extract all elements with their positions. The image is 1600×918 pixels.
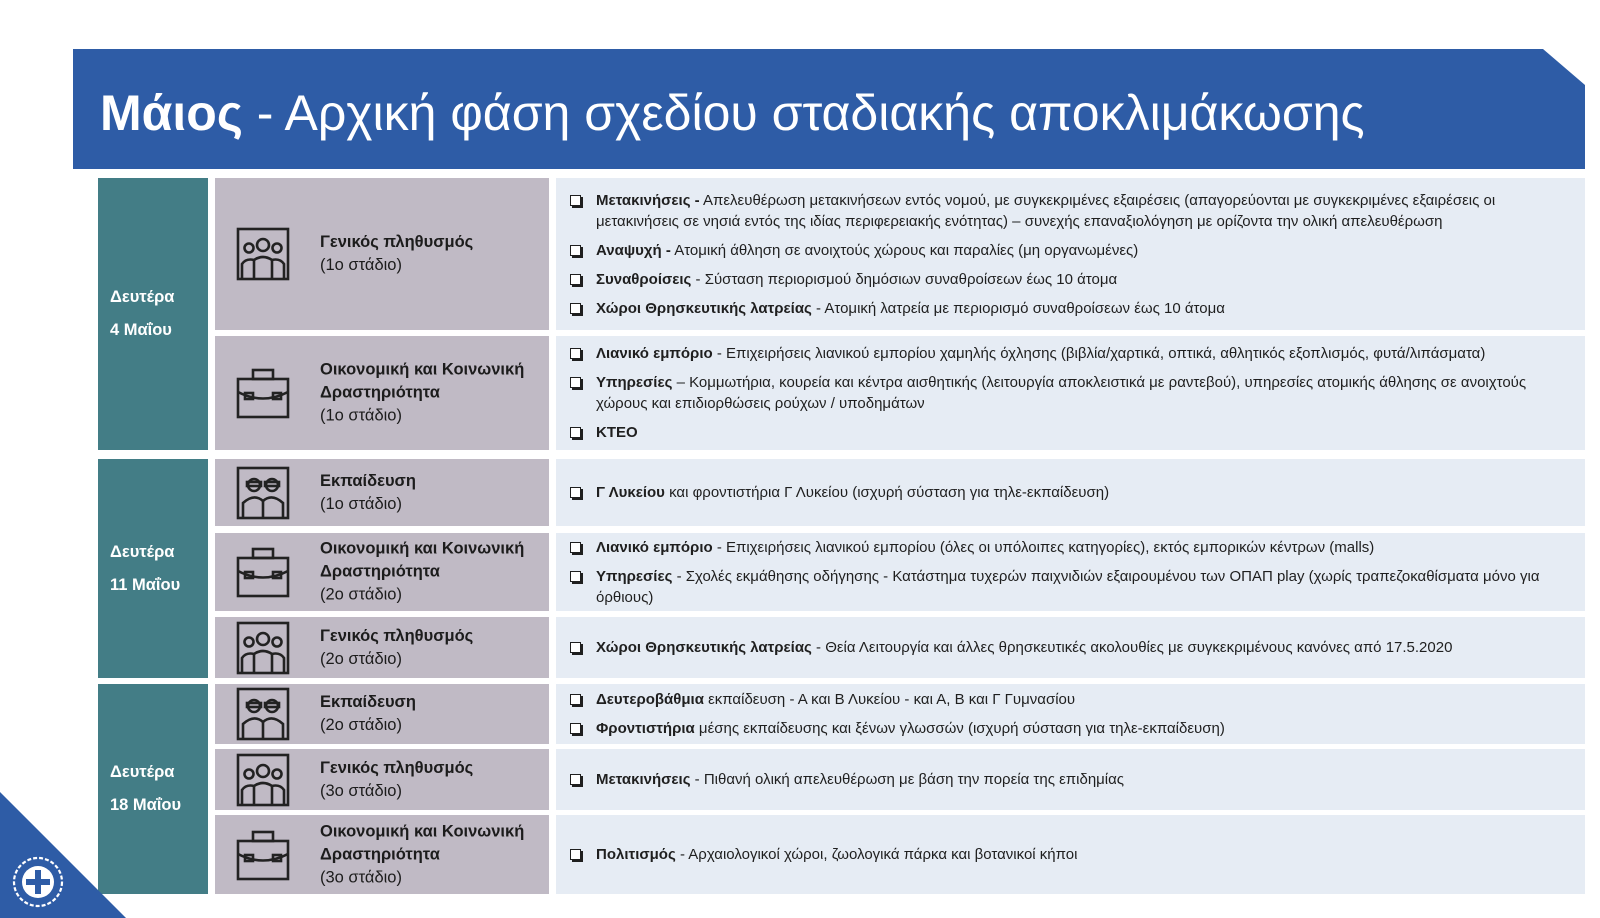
category-name: Εκπαίδευση [320, 471, 416, 490]
checkbox-bullet-icon [570, 245, 581, 256]
page-title [100, 78, 1365, 148]
item-text: - Επιχειρήσεις λιανικού εμπορίου χαμηλής όχλησης (βιβλία/χαρτικά, οπτικά, αθλητικός εξοπλισμός, φυτά/λιπάσματα) [716, 345, 1486, 362]
item-text: - Σχολές εκμάθησης οδήγησης - Κατάστημα τυχερών παιχνιδιών εξαιρουμένου των ΟΠΑΠ play (χωρίς τραπεζοκαθίσματα μόνο για όρθιους) [596, 567, 1540, 606]
item-keyword: Υπηρεσίες [596, 374, 673, 391]
title-rest: - Αρχική φάση σχεδίου σταδιακής αποκλιμάκωσης [256, 85, 1365, 141]
checkbox-bullet-icon [570, 542, 581, 553]
bullet-item [570, 422, 1575, 443]
item-keyword: Γ Λυκείου [596, 484, 665, 501]
category-stage: (2ο στάδιο) [320, 716, 402, 734]
people-icon [235, 620, 291, 676]
item-text: Ατομική άθληση σε ανοιχτούς χώρους και παραλίες (μη οργανωμένες) [674, 241, 1139, 259]
greek-emblem-icon [11, 855, 65, 909]
item-text: - Θεία Λειτουργία και άλλες θρησκευτικές ακολουθίες με συγκεκριμένους κανόνες από 17.5.2020 [816, 639, 1453, 656]
date-cell-3 [98, 684, 208, 894]
category-stage: (3ο στάδιο) [320, 868, 402, 886]
briefcase-icon [235, 544, 291, 600]
bullet-item [570, 372, 1575, 414]
date-day: Δευτέρα [110, 542, 175, 561]
content-cell [556, 815, 1585, 894]
checkbox-bullet-icon [570, 303, 581, 314]
bullet-item [570, 718, 1575, 739]
bullet-item [570, 343, 1575, 364]
category-name: Γενικός πληθυσμός [320, 626, 474, 645]
bullet-item [570, 689, 1575, 710]
checkbox-bullet-icon [570, 348, 581, 359]
bullet-item [570, 298, 1575, 319]
category-cell [215, 336, 549, 450]
item-text: - Επιχειρήσεις λιανικού εμπορίου (όλες οι υπόλοιπες κατηγορίες), εκτός εμπορικών κέντρων (malls) [716, 538, 1375, 556]
category-cell [215, 533, 549, 611]
item-text: – Κομμωτήρια, κουρεία και κέντρα αισθητικής (λειτουργία αποκλειστικά με ραντεβού), υπηρεσίες ατομικής άθλησης σε ανοιχτούς χώρους και επιδιορθώσεις ρούχων / υποδημάτων [596, 374, 1527, 412]
item-text: - Ατομική λατρεία με περιορισμό συναθροίσεων έως 10 άτομα [816, 299, 1225, 317]
category-stage: (1ο στάδιο) [320, 406, 402, 425]
bullet-item [570, 637, 1575, 658]
checkbox-bullet-icon [570, 642, 581, 653]
category-text [320, 470, 543, 516]
category-stage: (2ο στάδιο) [320, 649, 402, 668]
bullet-item [570, 537, 1575, 558]
category-cell [215, 749, 549, 810]
category-name: Οικονομική και Κοινωνική Δραστηριότητα [320, 822, 525, 863]
item-keyword: Λιανικό εμπόριο [596, 538, 713, 556]
bullet-item [570, 844, 1575, 865]
item-keyword: Λιανικό εμπόριο [596, 345, 713, 362]
item-text: και φροντιστήρια Γ Λυκείου (ισχυρή σύσταση για τηλε-εκπαίδευση) [669, 484, 1110, 501]
item-text: - Σύσταση περιορισμού δημόσιων συναθροίσεων έως 10 άτομα [695, 270, 1118, 288]
category-stage: (1ο στάδιο) [320, 494, 402, 513]
category-text [320, 820, 543, 889]
category-name: Οικονομική και Κοινωνική Δραστηριότητα [320, 539, 525, 581]
item-keyword: Χώροι Θρησκευτικής λατρείας [596, 639, 812, 656]
item-text: μέσης εκπαίδευσης και ξένων γλωσσών (ισχυρή σύσταση για τηλε-εκπαίδευση) [698, 720, 1225, 737]
category-text [320, 625, 543, 671]
category-cell [215, 178, 549, 330]
checkbox-bullet-icon [570, 274, 581, 285]
briefcase-icon [235, 827, 291, 883]
category-text [320, 757, 543, 803]
checkbox-bullet-icon [570, 571, 581, 582]
checkbox-bullet-icon [570, 723, 581, 734]
checkbox-bullet-icon [570, 849, 581, 860]
bullet-item [570, 566, 1575, 608]
item-keyword: Μετακινήσεις [596, 771, 691, 788]
checkbox-bullet-icon [570, 694, 581, 705]
content-cell [556, 617, 1585, 678]
bullet-item [570, 240, 1575, 261]
category-cell [215, 459, 549, 526]
category-name: Οικονομική και Κοινωνική Δραστηριότητα [320, 360, 525, 402]
category-text [320, 359, 543, 428]
date-day: Δευτέρα [110, 763, 175, 781]
category-cell [215, 815, 549, 894]
item-text: εκπαίδευση - Α και Β Λυκείου - και Α, Β και Γ Γυμνασίου [708, 691, 1076, 708]
students-icon [235, 465, 291, 521]
bullet-item [570, 482, 1575, 503]
category-stage: (2ο στάδιο) [320, 585, 402, 604]
people-icon [235, 752, 291, 808]
category-cell [215, 684, 549, 744]
item-keyword: ΚΤΕΟ [596, 424, 638, 441]
category-cell [215, 617, 549, 678]
checkbox-bullet-icon [570, 195, 581, 206]
title-bold: Μάιος [100, 85, 243, 141]
bullet-item [570, 269, 1575, 290]
item-keyword: Χώροι Θρησκευτικής λατρείας [596, 299, 812, 317]
date-cell-2 [98, 459, 208, 678]
category-name: Γενικός πληθυσμός [320, 758, 474, 777]
bullet-item [570, 190, 1575, 232]
bullet-item [570, 769, 1575, 790]
people-icon [235, 226, 291, 282]
category-text [320, 691, 543, 737]
briefcase-icon [235, 365, 291, 421]
category-stage: (1ο στάδιο) [320, 256, 402, 274]
category-text [320, 538, 543, 607]
item-keyword: Δευτεροβάθμια [596, 691, 704, 708]
checkbox-bullet-icon [570, 427, 581, 438]
date-cell-1 [98, 178, 208, 450]
content-cell [556, 684, 1585, 744]
category-name: Εκπαίδευση [320, 693, 416, 711]
item-keyword: Υπηρεσίες [596, 567, 673, 585]
content-cell [556, 336, 1585, 450]
content-cell [556, 178, 1585, 330]
item-keyword: Αναψυχή - [596, 241, 671, 259]
checkbox-bullet-icon [570, 774, 581, 785]
item-text: Απελευθέρωση μετακινήσεων εντός νομού, με συγκεκριμένες εξαιρέσεις (απαγορεύονται με συγκεκριμένες εξαιρέσεις οι μετακινήσεις σε νησιά εντός της ιδίας περιφερειακής ενότητας) – συνεχής επαναξιολόγηση με ορίζοντα την ολική απελευθέρωση [596, 191, 1496, 230]
date-date: 4 Μαΐου [110, 321, 172, 339]
students-icon [235, 686, 291, 742]
category-name: Γενικός πληθυσμός [320, 233, 474, 251]
item-text: - Πιθανή ολική απελευθέρωση με βάση την πορεία της επιδημίας [694, 771, 1125, 788]
item-keyword: Πολιτισμός [596, 846, 676, 863]
category-stage: (3ο στάδιο) [320, 781, 402, 800]
content-cell [556, 749, 1585, 810]
checkbox-bullet-icon [570, 377, 581, 388]
date-date: 11 Μαΐου [110, 575, 181, 594]
category-text [320, 231, 543, 277]
item-keyword: Φροντιστήρια [596, 720, 695, 737]
item-text: - Αρχαιολογικοί χώροι, ζωολογικά πάρκα και βοτανικοί κήποι [679, 846, 1078, 863]
content-cell [556, 459, 1585, 526]
item-keyword: Συναθροίσεις [596, 270, 692, 288]
date-date: 18 Μαΐου [110, 796, 182, 814]
checkbox-bullet-icon [570, 487, 581, 498]
content-cell [556, 533, 1585, 611]
item-keyword: Μετακινήσεις - [596, 191, 700, 209]
date-day: Δευτέρα [110, 288, 175, 306]
